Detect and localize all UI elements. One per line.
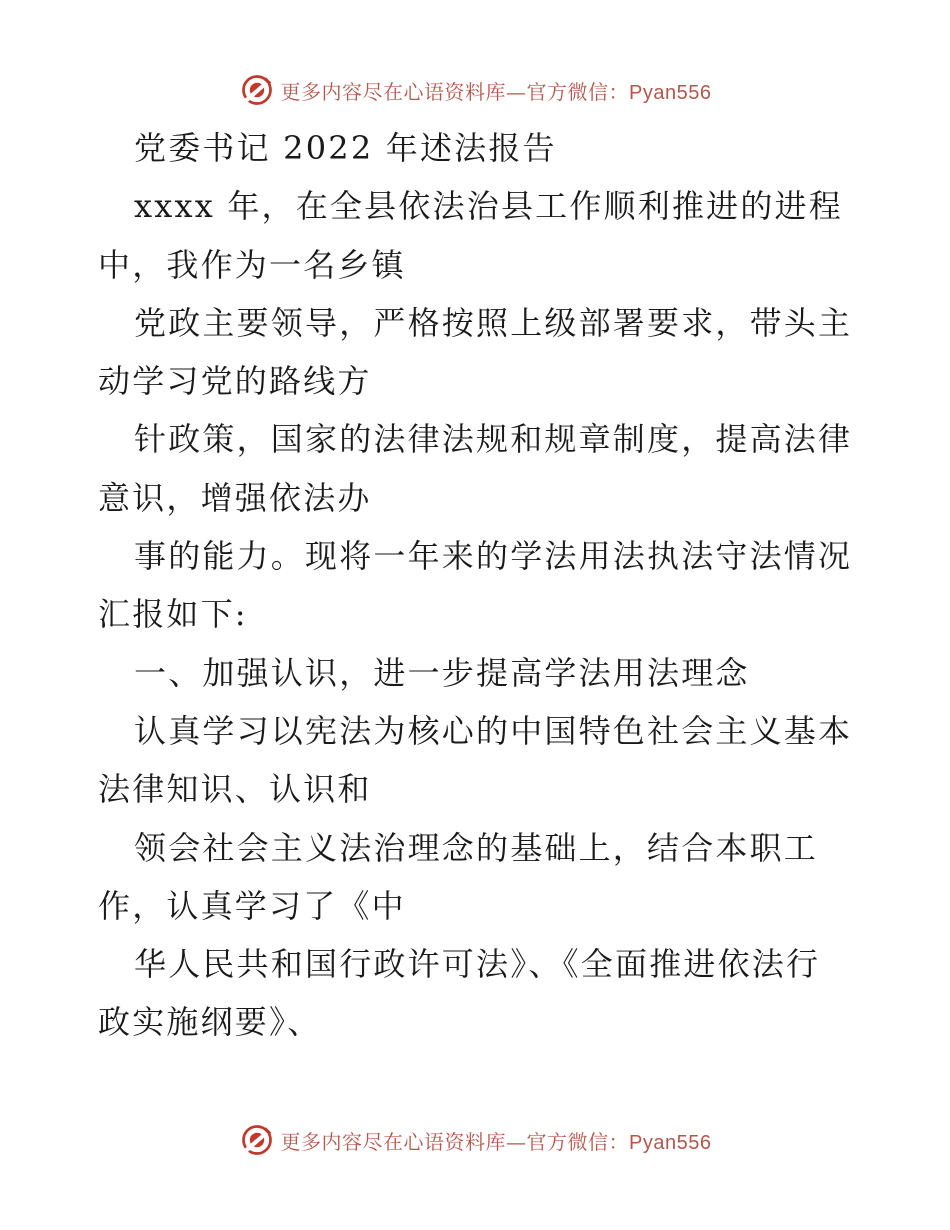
document-body (98, 119, 858, 1052)
text-line: 认真学习以宪法为核心的中国特色社会主义基本 (134, 711, 853, 750)
text-line: 动学习党的路线方 (98, 362, 372, 401)
text-line: 中，我作为一名乡镇 (98, 245, 406, 284)
section-heading: 一、加强认识，进一步提高学法用法理念 (134, 653, 750, 692)
header-banner-text: 更多内容尽在心语资料库—官方微信：Pyan556 (280, 79, 712, 104)
brand-logo-icon (239, 1122, 275, 1158)
header-banner (0, 70, 950, 110)
document-title: 党委书记 2022 年述法报告 (134, 129, 557, 167)
text-line: 意识，增强依法办 (98, 478, 372, 517)
text-line: 华人民共和国行政许可法》、《全面推进依法行 (134, 945, 821, 984)
brand-logo-icon (239, 72, 275, 108)
text-line: 作，认真学习了《中 (98, 886, 406, 925)
text-line: 领会社会主义法治理念的基础上，结合本职工 (134, 828, 819, 867)
text-line: 党政主要领导，严格按照上级部署要求，带头主 (134, 303, 853, 342)
footer-banner-text: 更多内容尽在心语资料库—官方微信：Pyan556 (280, 1129, 712, 1154)
text-line: 汇报如下: (98, 595, 248, 634)
text-line: 事的能力。现将一年来的学法用法执法守法情况 (134, 537, 853, 576)
text-line: 政实施纲要》、 (98, 1003, 322, 1042)
text-line: 法律知识、认识和 (98, 770, 372, 809)
text-line: 针政策，国家的法律法规和规章制度，提高法律 (134, 420, 853, 459)
footer-banner (0, 1120, 950, 1160)
text-line: xxxx 年，在全县依法治县工作顺利推进的进程 (134, 187, 843, 226)
